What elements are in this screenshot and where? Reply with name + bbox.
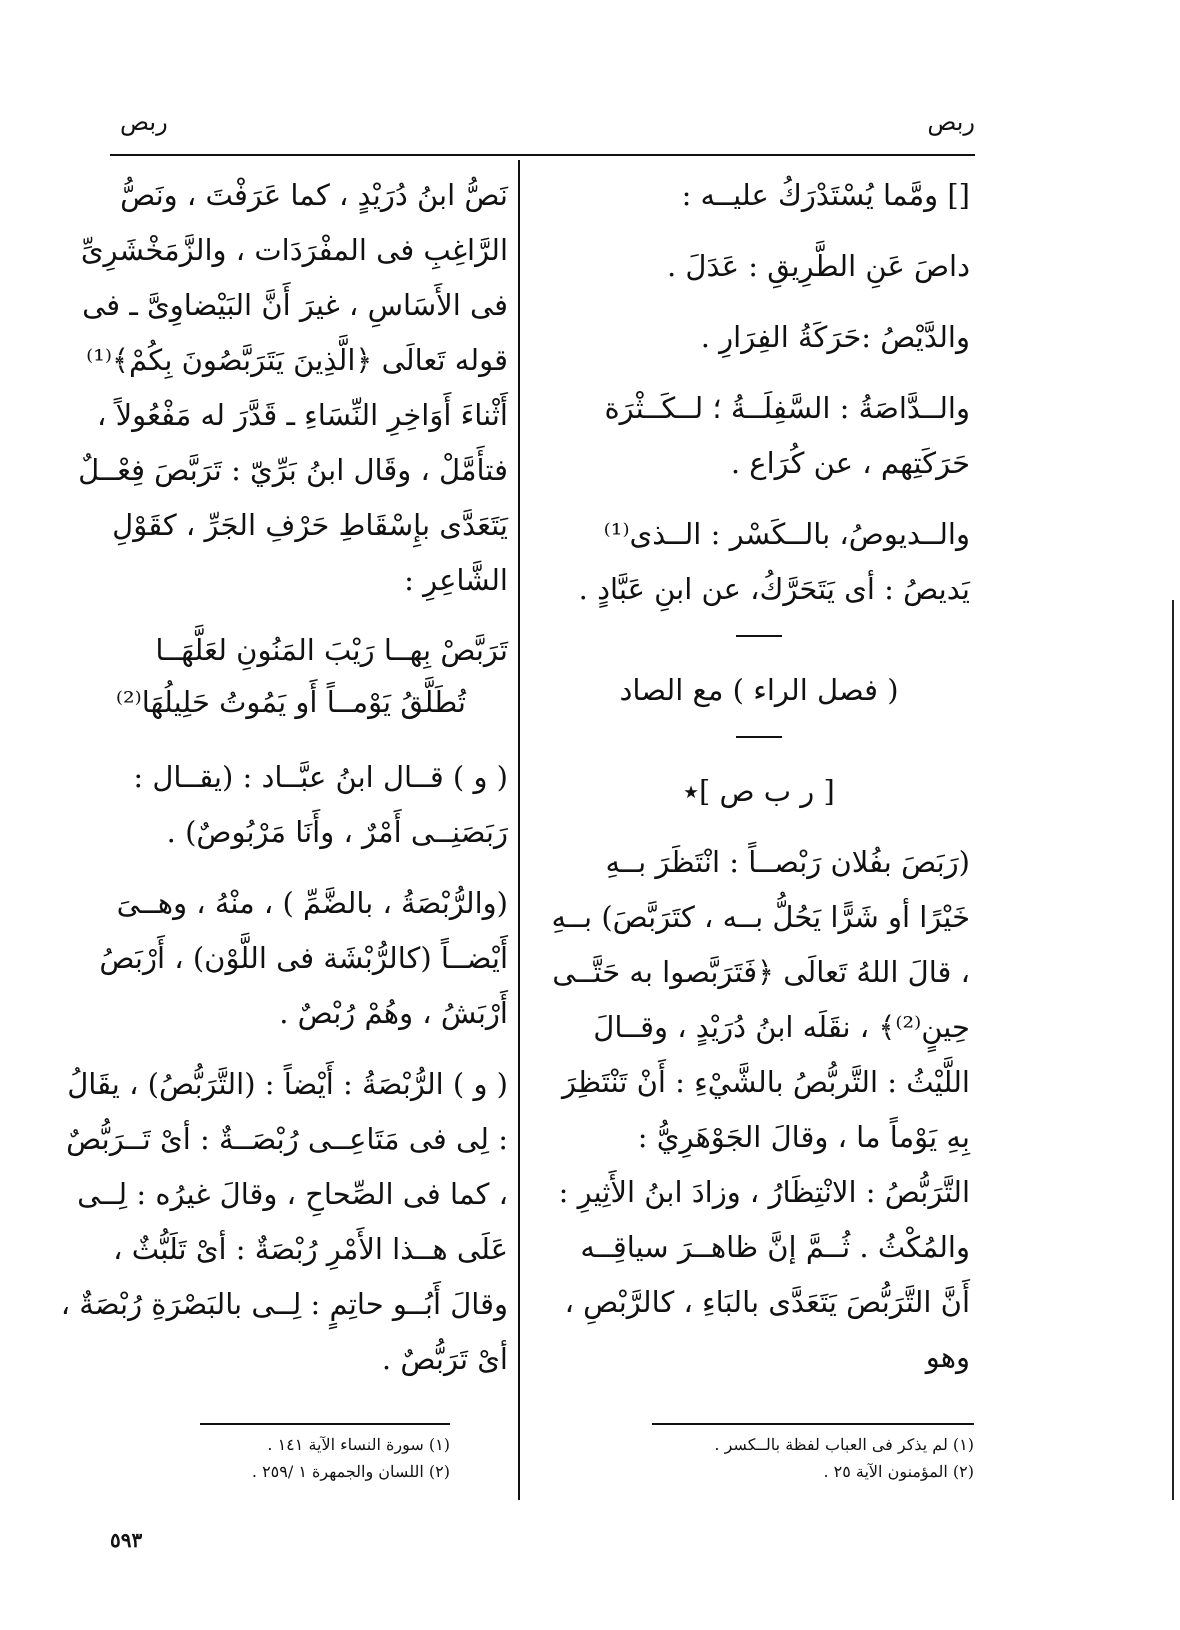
left-column: [50, 168, 508, 1403]
footnote-rule: [652, 1423, 974, 1425]
footnote: (١) لم يذكر فى العباب لفظة بالــكسر .: [714, 1435, 974, 1454]
paragraph: والــدَّاصَةُ : السَّفِلَــةُ ؛ لــكَــثْرَة حَرَكَتِهم ، عن كُرَاع .: [604, 391, 970, 480]
paragraph: [] ومَّما يُسْتَدْرَكُ عليــه :: [681, 178, 970, 212]
paragraph: والدَّيْصُ :حَرَكَةُ الفِرَارِ .: [700, 320, 970, 354]
page-header: [110, 102, 975, 156]
paragraph: ( و ) قــال ابنُ عبَّــاد : (يقــال : رَبَصَنِــى أَمْرٌ ، وأَنَا مَرْبُوصٌ) .: [133, 760, 508, 849]
paragraph: (والرُّبْصَةُ ، بالضَّمِّ ) ، منْهُ ، وهــىَ أَيْضــاً (كالرُّبْشَة فى اللَّوْن) ، أَرْبَصُ أَرْبَشُ ، وهُمْ رُبْصٌ .: [99, 886, 508, 1030]
verse-line: تُطَلَّقُ يَوْمــاً أَو يَمُوتُ حَلِيلُهَا⁽²⁾: [115, 685, 466, 719]
footnote: (٢) المؤمنون الآية ٢٥ .: [823, 1462, 974, 1481]
footnote: (١) سورة النساء الآية ١٤١ .: [267, 1435, 450, 1454]
page-number: ٥٩٣: [110, 1528, 143, 1552]
paragraph: (رَبَصَ بفُلان رَبْصــاً : انْتَظَرَ بــهِ خَيْرًا أو شَرًّا يَحُلُّ بــه ، كتَرَبَّصَ) بــهِ ، قالَ اللهُ تَعالَى ﴿فَتَرَبَّصوا به حَتَّــى حِينٍ⁽²⁾﴾ ، نقَلَه ابنُ دُرَيْدٍ ، وقــالَ اللَّيْثُ : التَّربُّصُ بالشَّيْءِ : أَنْ تَنْتَظِرَ بِهِ يَوْماً ما ، وقالَ الجَوْهَرِيُّ : التَّرَبُّصُ : الانْتِظَارُ ، وزادَ ابنُ الأَثِيرِ : والمُكْثُ . ثُــمَّ إنَّ ظاهــرَ سياقِــه أَنَّ التَّرَبُّصَ يَتَعَدَّى بالبَاءِ ، كالرَّبْصِ ، وهو: [551, 845, 970, 1374]
poetry-verse: [50, 624, 508, 728]
verse-line: تَرَبَّصْ بِهــا رَيْبَ المَنُونِ لعَلَّهَــا: [155, 633, 508, 667]
running-head-right: ربص: [927, 108, 975, 136]
footnotes-left: [200, 1423, 450, 1485]
section-title: ( فصل الراء ) مع الصاد: [619, 673, 899, 707]
paragraph: نَصُّ ابنُ دُرَيْدٍ ، كما عَرَفْتَ ، ونَصُّ الرَّاغِبِ فى المفْرَدَات ، والزَّمَخْشَرِىِّ فى الأَسَاسِ ، غيرَ أَنَّ البَيْضاوِىَّ ـ فى قوله تَعالَى ﴿الَّذِينَ يَتَرَبَّصُونَ بِكُمْ﴾⁽¹⁾ أَثْناءَ أَوَاخِرِ النِّسَاءِ ـ قَدَّرَ له مَفْعُولاً ، فتأَمَّلْ ، وقَال ابنُ بَرِّيّ : تَرَبَّصَ فِعْــلٌ يَتَعَدَّى بإِسْقَاطِ حَرْفِ الجَرِّ ، كقَوْلِ الشَّاعِرِ :: [78, 178, 508, 597]
scan-edge-line: [1172, 600, 1174, 1500]
footnote-rule: [200, 1423, 450, 1425]
section-divider: [736, 635, 782, 637]
footnote: (٢) اللسان والجمهرة ١ /٢٥٩ .: [251, 1462, 450, 1481]
entry-heading: [ ر ب ص ]٭: [683, 774, 835, 808]
footnotes-right: [652, 1423, 974, 1485]
paragraph: داصَ عَنِ الطَّرِيقِ : عَدَلَ .: [666, 249, 970, 283]
section-divider: [736, 736, 782, 738]
running-head-left: ربص: [120, 108, 168, 136]
paragraph: والــديوصُ، بالــكَسْر : الــذى⁽¹⁾ يَديصُ : أى يَتَحَرَّكُ، عن ابنِ عَبَّادٍ .: [578, 517, 970, 606]
right-column: [548, 168, 970, 1401]
column-divider: [518, 160, 520, 1500]
paragraph: ( و ) الرُّبْصَةُ : أَيْضاً : (التَّرَبُّصُ) ، يقَالُ : لِى فى مَتَاعِــى رُبْصَــةٌ : أىْ تَــرَبُّصٌ ، كما فى الصِّحاحِ ، وقالَ غيرُه : لِــى عَلَى هــذا الأَمْرِ رُبْصَةٌ : أىْ تَلَبُّثٌ ، وقالَ أَبُــو حاتِمٍ : لِــى بالبَصْرَةِ رُبْصَةٌ ، أىْ تَرَبُّصٌ .: [60, 1067, 508, 1376]
